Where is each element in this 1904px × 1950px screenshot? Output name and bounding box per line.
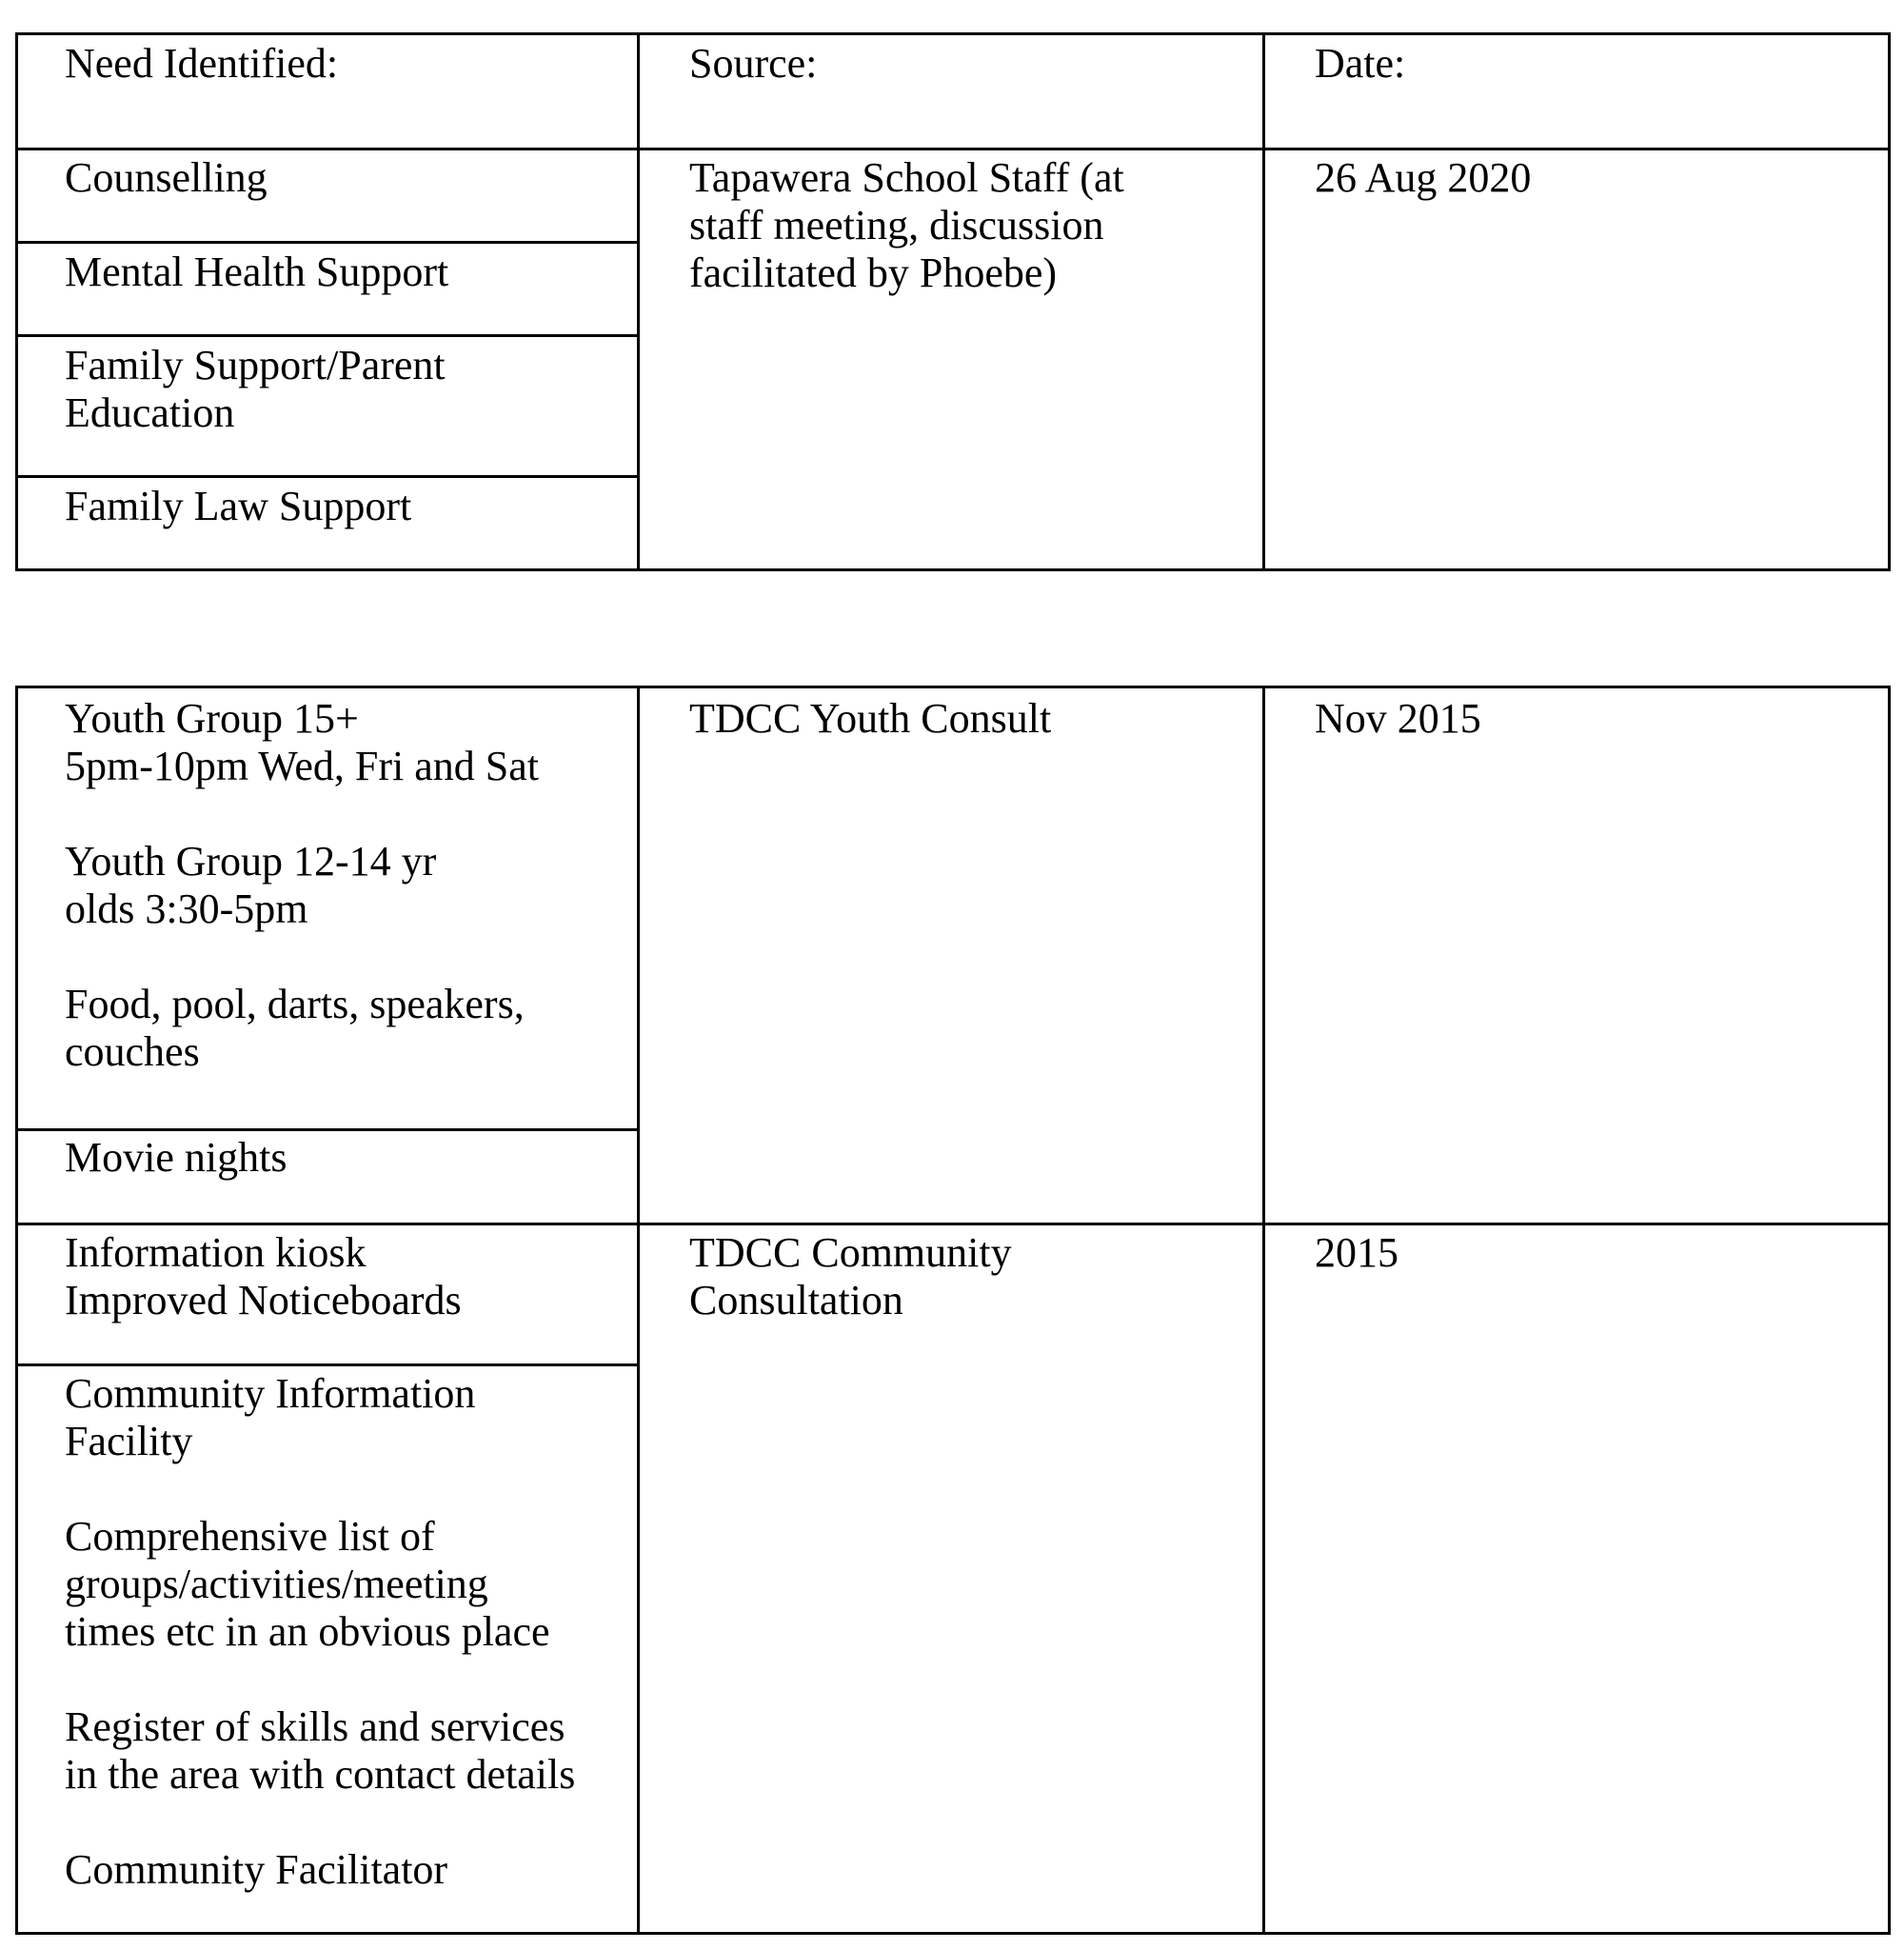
header-divider bbox=[18, 148, 1888, 150]
row-divider bbox=[18, 475, 640, 478]
row-divider bbox=[18, 1363, 640, 1366]
row-divider bbox=[18, 334, 640, 337]
source-text: TDCC Community Consultation bbox=[689, 1229, 1012, 1323]
need-item: Mental Health Support bbox=[65, 249, 449, 295]
need-item: Community Information Facility Comprehensive list of groups/activities/meeting times etc in an obvious place Register of skills and services in the area with contact details Community Facilitator bbox=[65, 1370, 576, 1893]
header-source: Source: bbox=[689, 40, 818, 87]
row-divider bbox=[18, 241, 640, 244]
group-divider bbox=[18, 1223, 1888, 1225]
source-text: TDCC Youth Consult bbox=[689, 695, 1052, 742]
need-item: Youth Group 15+ 5pm-10pm Wed, Fri and Sat Youth Group 12-14 yr olds 3:30-5pm Food, pool, darts, speakers, couches bbox=[65, 695, 539, 1075]
need-item: Counselling bbox=[65, 154, 268, 201]
column-divider bbox=[1262, 688, 1265, 1932]
column-divider bbox=[637, 35, 640, 568]
need-item: Information kiosk Improved Noticeboards bbox=[65, 1229, 462, 1323]
column-divider bbox=[637, 688, 640, 1932]
header-date: Date: bbox=[1315, 40, 1406, 87]
header-need-identified: Need Identified: bbox=[65, 40, 339, 87]
date-text: 2015 bbox=[1315, 1229, 1398, 1276]
column-divider bbox=[1262, 35, 1265, 568]
source-text: Tapawera School Staff (at staff meeting, discussion facilitated by Phoebe) bbox=[689, 154, 1124, 296]
needs-table-school bbox=[15, 32, 1891, 571]
need-item: Family Law Support bbox=[65, 483, 412, 529]
date-text: 26 Aug 2020 bbox=[1315, 154, 1532, 201]
needs-table-tdcc bbox=[15, 686, 1891, 1935]
need-item: Family Support/Parent Education bbox=[65, 342, 446, 436]
date-text: Nov 2015 bbox=[1315, 695, 1481, 742]
row-divider bbox=[18, 1128, 640, 1131]
need-item: Movie nights bbox=[65, 1134, 288, 1181]
